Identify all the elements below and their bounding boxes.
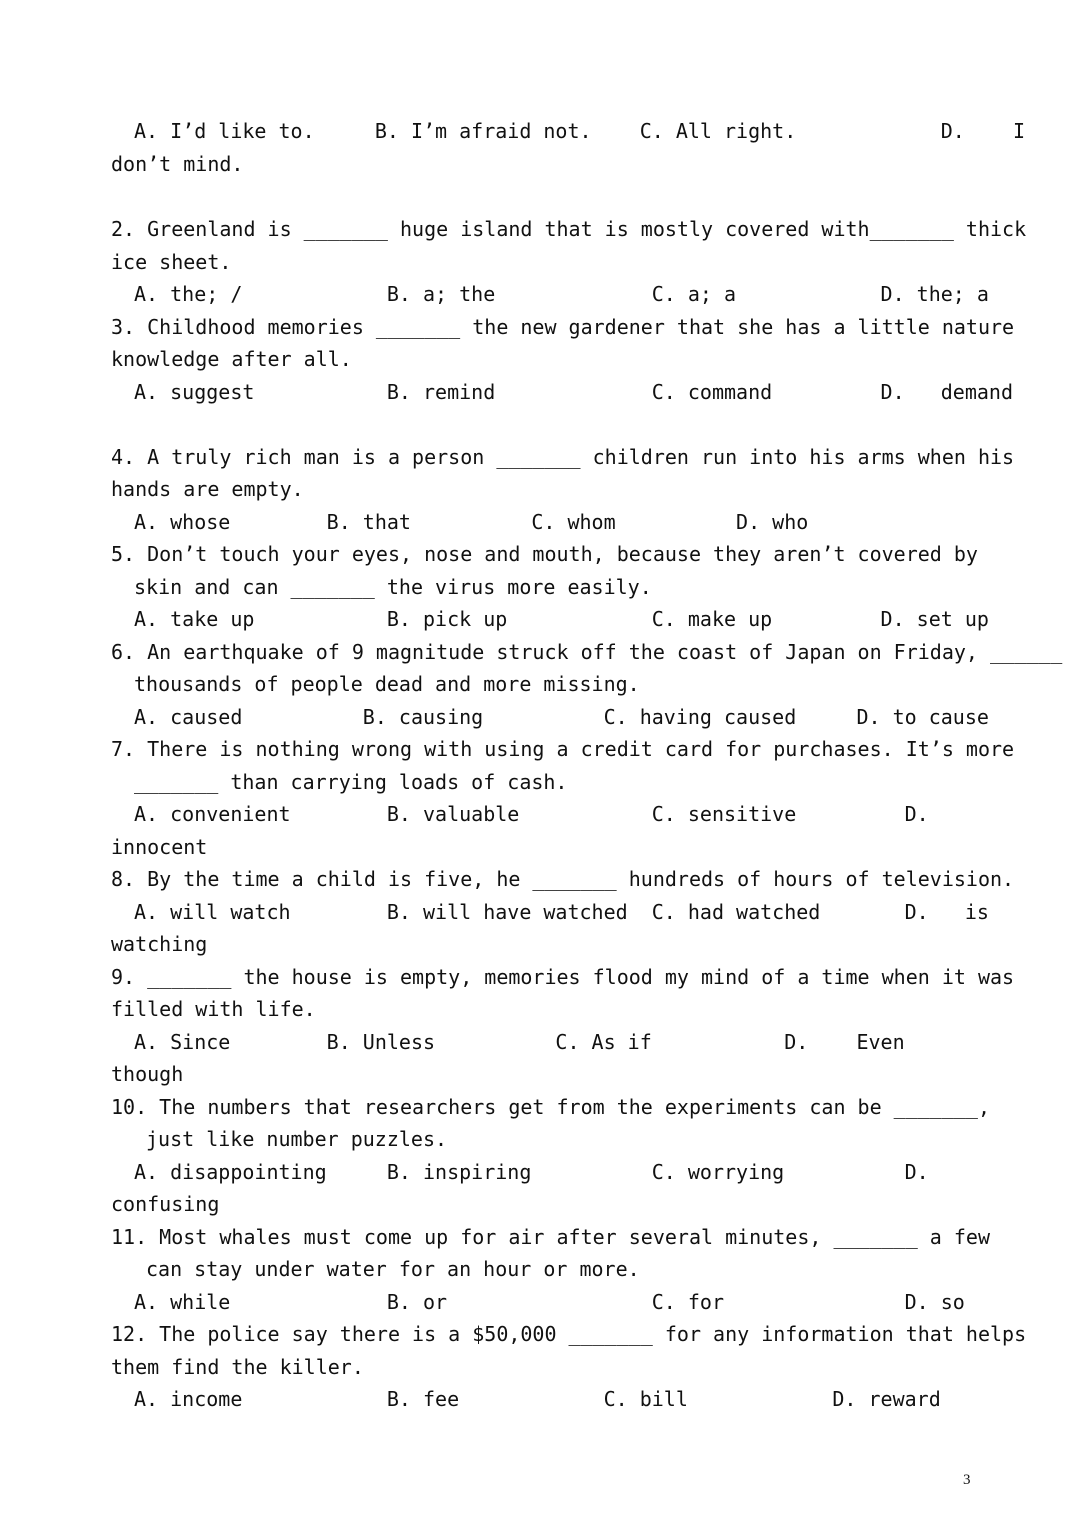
q6-stem: 6. An earthquake of 9 magnitude struck off the coast of Japan on Friday, ______ [111,640,1063,664]
q5-stem: 5. Don’t touch your eyes, nose and mouth, because they aren’t covered by [111,542,978,566]
q3-stem: 3. Childhood memories _______ the new gardener that she has a little nature [111,315,1015,339]
q12-stem: 12. The police say there is a $50,000 _______ for any information that helps [111,1322,1027,1346]
q5-options: A. take up B. pick up C. make up D. set up [134,607,989,631]
q3-options: A. suggest B. remind C. command D. demand [134,380,1013,404]
q10-stem-wrap: just like number puzzles. [146,1127,448,1151]
q7-stem-wrap: _______ than carrying loads of cash. [134,770,568,794]
q8-stem: 8. By the time a child is five, he _______ hundreds of hours of television. [111,867,1015,891]
q9-options-wrap: though [111,1062,184,1086]
q1-options-wrap: don’t mind. [111,152,244,176]
q9-stem: 9. _______ the house is empty, memories flood my mind of a time when it was [111,965,1015,989]
q12-stem-wrap: them find the killer. [111,1355,364,1379]
q7-options: A. convenient B. valuable C. sensitive D. [134,802,929,826]
q1-options: A. I’d like to. B. I’m afraid not. C. All right. D. I [134,119,1026,143]
q6-options: A. caused B. causing C. having caused D. to cause [134,705,989,729]
q11-stem: 11. Most whales must come up for air after several minutes, _______ a few [111,1225,990,1249]
page-number: 3 [963,1472,971,1488]
q2-options: A. the; / B. a; the C. a; a D. the; a [134,282,989,306]
q9-options: A. Since B. Unless C. As if D. Even [134,1030,905,1054]
q7-stem: 7. There is nothing wrong with using a credit card for purchases. It’s more [111,737,1015,761]
q4-stem-wrap: hands are empty. [111,477,304,501]
q2-stem: 2. Greenland is _______ huge island that is mostly covered with_______ thick [111,217,1027,241]
q7-options-wrap: innocent [111,835,208,859]
q9-stem-wrap: filled with life. [111,997,316,1021]
q6-stem-wrap: thousands of people dead and more missing. [134,672,640,696]
q2-stem-wrap: ice sheet. [111,250,232,274]
q11-stem-wrap: can stay under water for an hour or more. [146,1257,640,1281]
q10-options-wrap: confusing [111,1192,220,1216]
q3-stem-wrap: knowledge after all. [111,347,352,371]
q10-stem: 10. The numbers that researchers get from the experiments can be _______, [111,1095,990,1119]
q10-options: A. disappointing B. inspiring C. worrying D. [134,1160,929,1184]
q8-options: A. will watch B. will have watched C. had watched D. is [134,900,989,924]
q4-options: A. whose B. that C. whom D. who [134,510,809,534]
q8-options-wrap: watching [111,932,208,956]
q11-options: A. while B. or C. for D. so [134,1290,965,1314]
q5-stem-wrap: skin and can _______ the virus more easily. [134,575,652,599]
q12-options: A. income B. fee C. bill D. reward [134,1387,941,1411]
q4-stem: 4. A truly rich man is a person _______ children run into his arms when his [111,445,1015,469]
